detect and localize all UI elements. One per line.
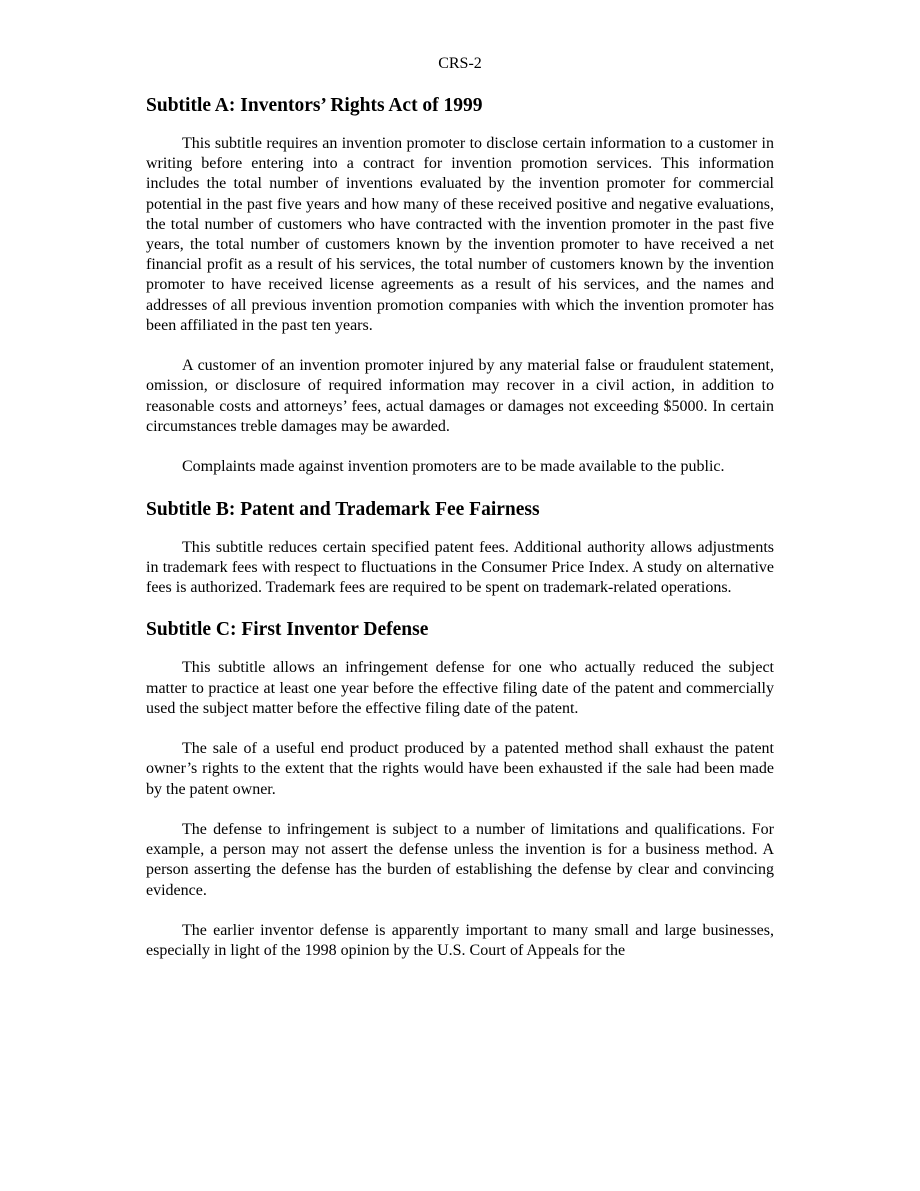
paragraph: The defense to infringement is subject to a number of limitations and qualifications. For example, a person may not assert the defense unless the invention is for a business method. A person asserting the defense has the burden of establishing the defense by clear and convincing evidence. xyxy=(146,821,774,899)
section-title-subtitle-a: Subtitle A: Inventors’ Rights Act of 1999 xyxy=(146,95,483,116)
section-title-subtitle-b: Subtitle B: Patent and Trademark Fee Fairness xyxy=(146,498,540,520)
paragraph: The earlier inventor defense is apparently important to many small and large businesses, especially in light of the 1998 opinion by the U.S. Court of Appeals for the xyxy=(146,922,774,960)
paragraph: This subtitle requires an invention promoter to disclose certain information to a customer in writing before entering into a contract for invention promotion services. This information includes the total number of inventions evaluated by the invention promoter for commercial potential in the past five years and how many of these received positive and negative evaluations, the total number of customers who have contracted with the invention promoter in the past five years, the total number of customers known by the invention promoter to have received a net financial profit as a result of his services, the total number of customers known by the invention promoter to have received license agreements as a result of his services, and the names and addresses of all previous invention promotion companies with which the invention promoter has been affiliated in the past ten years. xyxy=(146,135,774,334)
paragraph: The sale of a useful end product produced by a patented method shall exhaust the patent owner’s rights to the extent that the rights would have been exhausted if the sale had been made by the patent owner. xyxy=(146,740,774,798)
paragraph: This subtitle reduces certain specified patent fees. Additional authority allows adjustments in trademark fees with respect to fluctuations in the Consumer Price Index. A study on alternative fees is authorized. Trademark fees are required to be spent on trademark-related operations. xyxy=(146,538,774,597)
section-title-subtitle-c: Subtitle C: First Inventor Defense xyxy=(146,619,429,641)
paragraph: This subtitle allows an infringement defense for one who actually reduced the subject matter to practice at least one year before the effective filing date of the patent and commercially used the subject matter before the effective filing date of the patent. xyxy=(146,659,774,717)
paragraph: Complaints made against invention promoters are to be made available to the public. xyxy=(182,458,725,476)
document-page xyxy=(146,54,774,982)
page-header-label: CRS-2 xyxy=(438,55,482,72)
paragraph: A customer of an invention promoter injured by any material false or fraudulent statement, omission, or disclosure of required information may recover in a civil action, in addition to reasonable costs and attorneys’ fees, actual damages or damages not exceeding $5000. In certain circumstances treble damages may be awarded. xyxy=(146,357,774,435)
